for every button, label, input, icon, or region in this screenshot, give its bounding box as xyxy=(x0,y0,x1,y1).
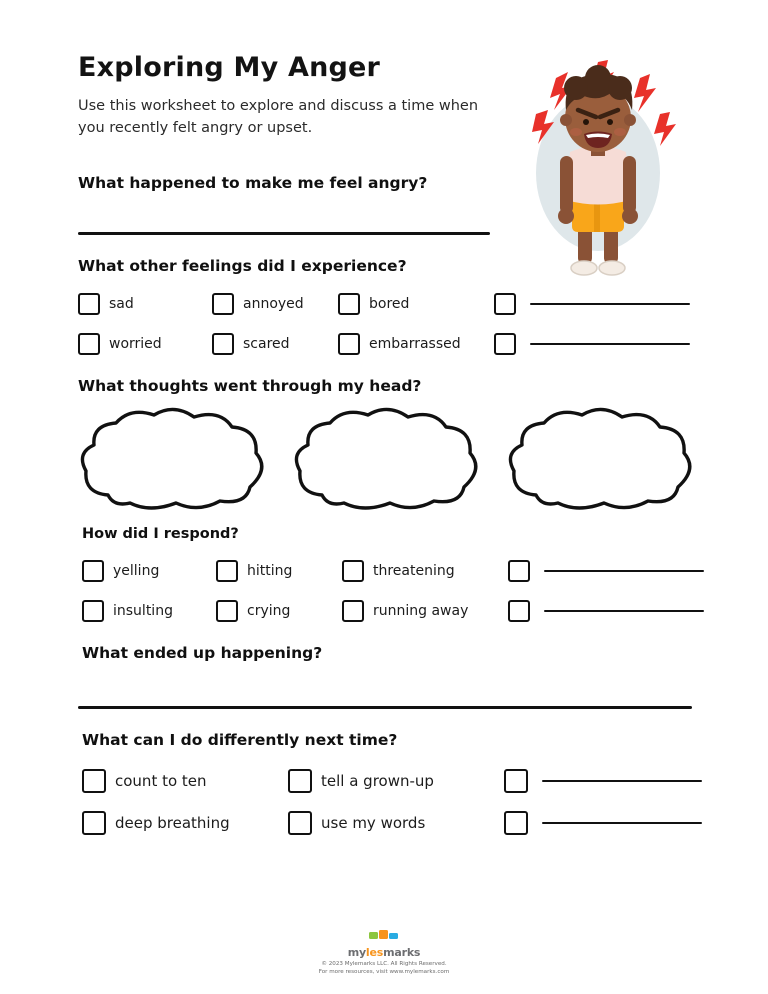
checkbox-icon[interactable] xyxy=(288,811,312,835)
thought-cloud-1[interactable] xyxy=(78,407,268,512)
write-in-line[interactable] xyxy=(530,303,690,306)
checkbox-icon[interactable] xyxy=(494,333,516,355)
thought-cloud-2[interactable] xyxy=(292,407,482,512)
checkbox-label: annoyed xyxy=(243,295,304,312)
checkbox-icon[interactable] xyxy=(342,560,364,582)
checkbox-icon[interactable] xyxy=(338,333,360,355)
checkbox-icon[interactable] xyxy=(342,600,364,622)
section-heading-ended-up: What ended up happening? xyxy=(82,643,323,662)
write-in-line[interactable] xyxy=(542,822,702,825)
checkbox-icon[interactable] xyxy=(216,600,238,622)
section-heading-respond: How did I respond? xyxy=(82,525,239,542)
differently-checkbox-grid xyxy=(82,769,696,835)
checkbox-option-sad[interactable] xyxy=(78,293,206,315)
checkbox-icon[interactable] xyxy=(508,600,530,622)
checkbox-label: insulting xyxy=(113,602,173,619)
checkbox-label: use my words xyxy=(321,813,426,832)
checkbox-option-worried[interactable] xyxy=(78,333,206,355)
checkbox-label: sad xyxy=(109,295,134,312)
checkbox-option-blank-5[interactable] xyxy=(504,769,702,793)
checkbox-option-hitting[interactable] xyxy=(216,560,336,582)
checkbox-option-blank-4[interactable] xyxy=(508,600,704,622)
checkbox-option-yelling[interactable] xyxy=(82,560,210,582)
checkbox-label: deep breathing xyxy=(115,813,230,832)
mylemarks-logo xyxy=(0,928,768,960)
checkbox-icon[interactable] xyxy=(212,333,234,355)
checkbox-label: hitting xyxy=(247,562,293,579)
checkbox-label: scared xyxy=(243,335,290,352)
checkbox-icon[interactable] xyxy=(82,600,104,622)
footer-resources[interactable]: For more resources, visit www.mylemarks.com xyxy=(318,969,450,976)
checkbox-option-blank-1[interactable] xyxy=(494,293,696,315)
checkbox-label: worried xyxy=(109,335,162,352)
checkbox-option-use-my-words[interactable] xyxy=(288,811,498,835)
checkbox-icon[interactable] xyxy=(78,333,100,355)
write-in-line[interactable] xyxy=(530,343,690,346)
checkbox-option-blank-3[interactable] xyxy=(508,560,704,582)
write-in-line[interactable] xyxy=(544,610,704,613)
section-heading-other-feelings: What other feelings did I experience? xyxy=(78,256,407,275)
checkbox-option-tell-a-grown-up[interactable] xyxy=(288,769,498,793)
checkbox-label: crying xyxy=(247,602,291,619)
thought-clouds xyxy=(78,407,696,512)
checkbox-icon[interactable] xyxy=(508,560,530,582)
checkbox-icon[interactable] xyxy=(288,769,312,793)
checkbox-option-running-away[interactable] xyxy=(342,600,502,622)
checkbox-option-blank-6[interactable] xyxy=(504,811,702,835)
checkbox-icon[interactable] xyxy=(338,293,360,315)
checkbox-option-crying[interactable] xyxy=(216,600,336,622)
write-in-line[interactable] xyxy=(542,780,702,783)
write-in-line[interactable] xyxy=(544,570,704,573)
brand-les: les xyxy=(365,946,384,959)
checkbox-icon[interactable] xyxy=(82,560,104,582)
page-subtitle: Use this worksheet to explore and discuss a time when you recently felt angry or upset. xyxy=(78,98,479,137)
checkbox-icon[interactable] xyxy=(504,769,528,793)
checkbox-icon[interactable] xyxy=(494,293,516,315)
section-heading-differently: What can I do differently next time? xyxy=(82,730,398,749)
footer-copyright: © 2023 Mylemarks LLC. All Rights Reserved. xyxy=(321,961,447,967)
checkbox-option-threatening[interactable] xyxy=(342,560,502,582)
checkbox-icon[interactable] xyxy=(504,811,528,835)
brand-my: my xyxy=(347,946,366,959)
footer xyxy=(0,928,768,977)
checkbox-icon[interactable] xyxy=(216,560,238,582)
checkbox-option-scared[interactable] xyxy=(212,333,332,355)
checkbox-icon[interactable] xyxy=(82,769,106,793)
page-title: Exploring My Anger xyxy=(78,52,381,83)
checkbox-label: count to ten xyxy=(115,771,207,790)
checkbox-label: embarrassed xyxy=(369,335,461,352)
checkbox-label: yelling xyxy=(113,562,160,579)
worksheet-content xyxy=(78,52,696,835)
checkbox-option-bored[interactable] xyxy=(338,293,488,315)
checkbox-icon[interactable] xyxy=(212,293,234,315)
checkbox-option-embarrassed[interactable] xyxy=(338,333,488,355)
brand-marks: marks xyxy=(383,946,421,959)
checkbox-option-insulting[interactable] xyxy=(82,600,210,622)
checkbox-label: bored xyxy=(369,295,410,312)
section-heading-what-happened: What happened to make me feel angry? xyxy=(78,173,428,192)
checkbox-label: threatening xyxy=(373,562,455,579)
checkbox-icon[interactable] xyxy=(78,293,100,315)
checkbox-label: tell a grown-up xyxy=(321,771,434,790)
section-heading-thoughts: What thoughts went through my head? xyxy=(78,376,422,395)
checkbox-label: running away xyxy=(373,602,469,619)
checkbox-option-annoyed[interactable] xyxy=(212,293,332,315)
thought-cloud-3[interactable] xyxy=(506,407,696,512)
checkbox-option-deep-breathing[interactable] xyxy=(82,811,282,835)
checkbox-option-blank-2[interactable] xyxy=(494,333,696,355)
respond-checkbox-grid xyxy=(82,560,696,622)
checkbox-icon[interactable] xyxy=(82,811,106,835)
checkbox-option-count-to-ten[interactable] xyxy=(82,769,282,793)
feelings-checkbox-grid xyxy=(78,293,696,355)
